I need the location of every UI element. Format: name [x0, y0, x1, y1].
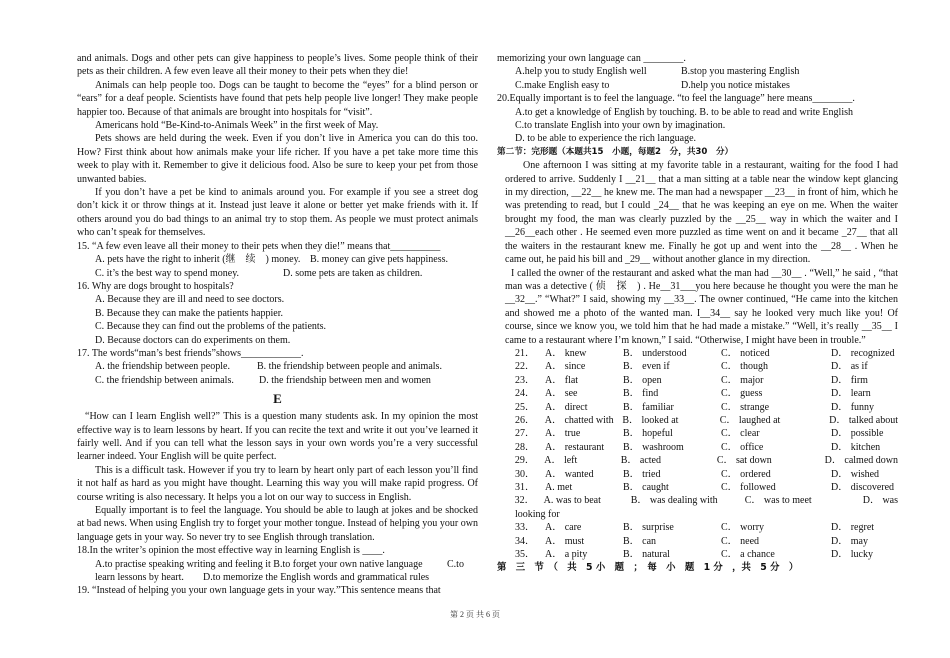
- cloze-option-row: [505, 360, 898, 373]
- cloze-option-row: [505, 535, 898, 548]
- option-d: D. the friendship between men and women: [259, 374, 431, 386]
- cloze-paragraph: I called the owner of the restaurant and asked what the man had __30__ . “Well,” he said , “that man was a detective ( 侦 探 ) . He__31___you here because he thought you were the man he __32__.” “What?” I said, showing my __33__. The owner continued, “He came into the kitchen and showed me a photo of the wanted man. I__34__ say he looked very much like you! Of course, since we know you, we told him that he had made a mistake.” “Well, it’s really __35__ I came to a restaurant where I’m known,” I said. “Otherwise, I might have been in trouble.”: [505, 267, 898, 346]
- question-17: 17. The words“man’s best friends”shows____________.: [77, 347, 304, 359]
- option-b: B． tried: [623, 468, 661, 480]
- option-a: A． wanted: [545, 468, 594, 480]
- option-a: A.help you to study English well: [515, 66, 647, 78]
- cloze-option-row: [505, 347, 898, 360]
- option-number: 22．: [515, 361, 535, 373]
- question-18-options-row: [77, 571, 478, 584]
- option-b: B． was dealing with: [630, 495, 718, 507]
- option-b: B. Because they can make the patients happier.: [95, 307, 283, 319]
- option-a: A． flat: [545, 374, 579, 386]
- option-b: B. money can give pets happiness.: [310, 254, 449, 266]
- passage-e-paragraph: This is a difficult task. However if you try to learn by heart only part of each lesson you’ll find it not half as hard as you might have thought. Learning this way you will make rapid progress. Of course writing is also necessary. It helps you a lot on our way to success in English.: [77, 464, 478, 503]
- option-a: A． care: [545, 522, 582, 534]
- option-d: D.help you notice mistakes: [681, 79, 790, 91]
- option-number: 34．: [515, 535, 535, 547]
- option-a: A． a pity: [545, 549, 588, 561]
- question-20: 20.Equally important is to feel the language. “to feel the language” here means________.: [497, 93, 855, 105]
- option-c: C． worry: [721, 522, 765, 534]
- cloze-option-row: [505, 374, 898, 387]
- option-number: 27．: [515, 428, 535, 440]
- passage-e-paragraph: Equally important is to feel the language. You should be able to laugh at jokes and be shocked at bad news. When using English try to forget your mother tongue. Instead of helping you your own language gets in your way. So never try to see English through translation.: [77, 505, 478, 543]
- option-a: A． since: [545, 361, 586, 373]
- question-19-options-row: [505, 65, 898, 78]
- option-b: B． surprise: [623, 522, 674, 534]
- option-c: C． need: [721, 535, 760, 547]
- option-d: D． learn: [831, 388, 871, 400]
- option-c: C． sat down: [716, 455, 772, 467]
- option-d: D． lucky: [831, 549, 873, 561]
- option-c-cont: learn lessons by heart.: [95, 572, 184, 584]
- option-c: C. the friendship between animals.: [95, 374, 234, 386]
- option-b: B． open: [623, 374, 662, 386]
- question-19: 19. “Instead of helping you your own language gets in your way.”This sentence means that: [77, 585, 441, 597]
- option-b: B． can: [623, 535, 657, 547]
- option-d: D． may: [831, 535, 868, 547]
- passage-e-heading: E: [273, 391, 282, 407]
- option-a: A． must: [545, 535, 585, 547]
- option-d: D． discovered: [831, 482, 895, 493]
- option-c: C． strange: [721, 401, 770, 413]
- left-column: [77, 52, 478, 598]
- cloze-option-row: [505, 454, 898, 467]
- option-number: 21．: [515, 347, 535, 359]
- question-19-cont: memorizing your own language can ________.: [497, 53, 686, 64]
- question-17-options-row: [77, 360, 478, 373]
- option-number: 33．: [515, 522, 535, 534]
- option-b: B． understood: [623, 347, 687, 359]
- section-3-heading: 第 三 节 （ 共 5 小 题 ； 每 小 题 1 分 ，共 5 分 ）: [497, 562, 799, 574]
- option-d: D. Because doctors can do experiments on them.: [95, 334, 291, 346]
- question-15-options-row: [77, 253, 478, 266]
- cloze-option-row: [505, 548, 898, 561]
- option-a: A. was to beat: [543, 495, 601, 507]
- passage-d-paragraph: Americans hold “Be-Kind-to-Animals Week” in the first week of May.: [95, 120, 379, 132]
- passage-d-paragraph: If you don’t have a pet be kind to animals around you. For example if you see a street dog don’t kick it or throw things at it. Instead just leave it alone or better yet make friends with it. If others around you do bad things to an animal try to stop them. As people we must protect animals who can’t speak for themselves.: [77, 187, 478, 239]
- question-18-options-row: [77, 558, 478, 571]
- right-column: [497, 52, 898, 575]
- option-c: C． laughed at: [719, 414, 781, 426]
- option-number: 25．: [515, 401, 535, 413]
- option-a: A. Because they are ill and need to see doctors.: [95, 294, 285, 306]
- passage-d-paragraph: Pets shows are held during the week. Even if you don’t live in America you can do this too. How? First think about how animals make your life richer. If you have a pet take more time this week to play with it. Remember to give it delicious food. Also be sure to keep your pet from those unwanted babies.: [77, 133, 478, 185]
- option-d: D． was: [862, 495, 898, 507]
- option-b: B.stop you mastering English: [681, 66, 800, 78]
- option-c: C.to translate English into your own by imagination.: [515, 120, 726, 132]
- option-number: 32．: [514, 495, 535, 507]
- option-c: C. Because they can find out the problems of the patients.: [95, 321, 327, 333]
- option-a: A. met: [545, 482, 573, 493]
- option-d: D. to be able to experience the rich language.: [515, 133, 697, 145]
- question-15-options-row: [77, 267, 478, 280]
- option-a: A． restaurant: [545, 441, 605, 453]
- option-d: D. some pets are taken as children.: [283, 267, 423, 279]
- cloze-option-row: [505, 441, 898, 454]
- option-number: 29．: [514, 455, 535, 467]
- option-b: B． hopeful: [623, 428, 673, 440]
- option-number: 28．: [515, 441, 535, 453]
- option-c: C． though: [721, 361, 768, 373]
- option-number: 23．: [515, 374, 535, 386]
- option-number: 26．: [514, 414, 535, 426]
- option-number: 31．: [515, 482, 535, 493]
- option-number: 35．: [515, 549, 535, 561]
- section-2-heading: 第二节：完形题（本题共15 小题，每题2 分，共30 分）: [497, 146, 734, 157]
- option-a: A． direct: [545, 401, 588, 413]
- option-ab: A.to practise speaking writing and feeling it B.to forget your own native language: [95, 558, 423, 570]
- cloze-option-row: [505, 414, 898, 427]
- option-a: A． knew: [545, 347, 587, 359]
- option-number: 30．: [515, 468, 535, 480]
- option-c: C． major: [721, 374, 764, 386]
- option-c: C． noticed: [721, 347, 770, 359]
- option-d: D． recognized: [831, 347, 895, 359]
- cloze-options: [505, 347, 898, 494]
- option-d: D． calmed down: [824, 455, 898, 467]
- cloze-option-row: [505, 468, 898, 481]
- question-17-options-row: [77, 374, 478, 387]
- option-d: D.to memorize the English words and grammatical rules: [203, 572, 430, 584]
- option-d: D． possible: [831, 428, 884, 440]
- option-a: A． chatted with: [544, 414, 614, 426]
- cloze-option-row: [505, 427, 898, 440]
- passage-d-paragraph: and animals. Dogs and other pets can give happiness to people’s lives. Some people think of their pets as their children. A few even leave all their money to their pets when they die!: [77, 53, 478, 78]
- option-c: C． a chance: [721, 549, 775, 561]
- option-a: A. the friendship between people.: [95, 361, 230, 373]
- option-d: D． wished: [831, 468, 880, 480]
- cloze-paragraph: One afternoon I was sitting at my favorite table in a restaurant, waiting for the food I had ordered to arrive. Suddenly I __21__ that a man sitting at a table near the window kept glancing in my direction, __22__ he knew me. The man had a newspaper __23__ in front of him, which he was pretending to read, but I could _24__ that he was keeping an eye on me. When the waiter brought my food, the man was clearly puzzled by the __25__ way in which the waiter and I __26__each other . He seemed even more puzzled as time went on and it became _27__ that all the waiters in the restaurant knew me. Finally he got up and went into the __28__ . When he came out, he paid his bill and _29__ without another glance in my direction.: [505, 160, 898, 266]
- question-18: 18.In the writer’s opinion the most effective way in learning English is ____.: [77, 545, 385, 557]
- option-number: 24．: [515, 388, 535, 400]
- question-19-options-row: [505, 79, 898, 92]
- option-a: A. pets have the right to inherit (继 续 ) money.: [95, 254, 301, 266]
- option-b: B. the friendship between people and animals.: [257, 361, 442, 373]
- cloze-option-row: [505, 387, 898, 400]
- option-b: B． acted: [620, 455, 661, 467]
- cloze-option-row: [505, 481, 898, 494]
- option-d: D． funny: [831, 401, 875, 413]
- passage-e-paragraph: “How can I learn English well?” This is a question many students ask. In my opinion the most effective way is to learn lessons by heart. If you can recite the text and write it out you’ve learned it fairly well. And if you can tell what the lesson says in your own words you’re a very successful learner indeed. Your English will be quite perfect.: [77, 411, 478, 463]
- option-b: B． washroom: [623, 441, 684, 453]
- option-a: A． see: [545, 388, 578, 400]
- option-ab: A.to get a knowledge of English by touching. B. to be able to read and write English: [515, 106, 853, 118]
- option-b: B． caught: [623, 482, 669, 493]
- cloze-option-row: [505, 401, 898, 414]
- option-d: D． as if: [831, 361, 868, 373]
- option-a: A． true: [545, 428, 581, 440]
- option-c: C． guess: [721, 388, 763, 400]
- option-b: B． find: [623, 388, 659, 400]
- option-a: A． left: [544, 455, 578, 467]
- question-16: 16. Why are dogs brought to hospitals?: [77, 280, 234, 292]
- option-d: D． talked about: [829, 414, 898, 426]
- option-b: B． familiar: [623, 401, 674, 413]
- cloze-option-row: [505, 494, 898, 507]
- option-c: C. it’s the best way to spend money.: [95, 267, 240, 279]
- option-c: C． clear: [721, 428, 760, 440]
- option-d-cont: looking for: [515, 508, 560, 520]
- option-c: C． was to meet: [744, 495, 812, 507]
- page-footer: 第 2 页 共 6 页: [450, 610, 500, 619]
- option-b: B． looked at: [622, 414, 679, 426]
- option-b: B． natural: [623, 549, 670, 561]
- question-15: 15. “A few even leave all their money to their pets when they die!” means that__________: [77, 240, 441, 252]
- cloze-options: [505, 521, 898, 561]
- option-c: C． ordered: [721, 468, 771, 480]
- option-b: B． even if: [623, 361, 670, 373]
- option-d: D． kitchen: [831, 441, 881, 453]
- option-d: D． regret: [831, 522, 875, 534]
- cloze-option-row: [505, 521, 898, 534]
- passage-d-paragraph: Animals can help people too. Dogs can be taught to become the “eyes” for a blind person or “ears” for a deaf people. Scientists have found that pets help people live longer! They make people happier too. Because of that animals are brought into hospitals for “visit”.: [77, 79, 478, 118]
- option-c: C.make English easy to: [515, 79, 610, 91]
- option-c: C． office: [721, 441, 764, 453]
- option-c: C.to: [447, 558, 464, 570]
- option-d: D． firm: [831, 374, 868, 386]
- option-c: C． followed: [721, 482, 776, 493]
